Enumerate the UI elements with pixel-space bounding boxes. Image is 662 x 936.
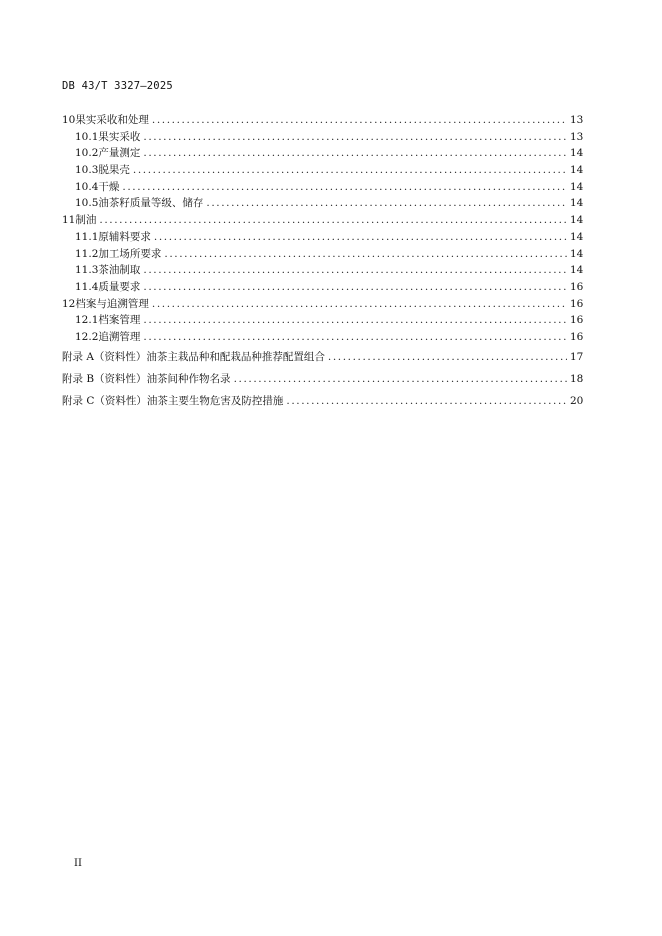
toc-entry[interactable] (62, 162, 582, 179)
toc-entry-title: 干燥 (98, 180, 120, 193)
toc-entry[interactable] (62, 212, 582, 229)
toc-page-number: 14 (570, 214, 584, 227)
toc-entry[interactable] (62, 390, 582, 412)
toc-entry-title: 油茶主栽品种和配栽品种推荐配置组合 (146, 350, 325, 363)
toc-entry-title: 质量要求 (98, 280, 141, 293)
toc-leader-dots (143, 329, 567, 346)
toc-entry[interactable] (62, 346, 582, 368)
toc-entry-title: 果实采收 (98, 130, 141, 143)
toc-entry[interactable] (62, 195, 582, 212)
toc-section-number: 10.4 (75, 180, 99, 193)
toc-entry[interactable] (62, 112, 582, 129)
toc-entry[interactable] (62, 329, 582, 346)
toc-leader-dots (133, 162, 567, 179)
toc-entry-title: 脱果壳 (98, 164, 130, 177)
toc-page-number: 16 (570, 280, 584, 293)
toc-entry-title: 产量测定 (98, 147, 141, 160)
toc-section-number: 12 (62, 297, 76, 310)
toc-entry[interactable] (62, 262, 582, 279)
toc-leader-dots (143, 129, 567, 146)
toc-page-number: 16 (570, 314, 584, 327)
toc-leader-dots (152, 296, 567, 313)
toc-page-number: 14 (570, 247, 584, 260)
toc-entry-title: 档案管理 (98, 314, 141, 327)
toc-entry[interactable] (62, 368, 582, 390)
toc-entry-title: 果实采收和处理 (75, 114, 149, 126)
toc-entry-title: 制油 (75, 214, 97, 227)
toc-entry[interactable] (62, 145, 582, 162)
toc-appendix-label: 附录 B（资料性） (62, 372, 147, 385)
toc-section-number: 10.1 (75, 130, 99, 143)
toc-entry[interactable] (62, 246, 582, 263)
toc-entry-title: 加工场所要求 (98, 247, 162, 260)
toc-appendix-label: 附录 C（资料性） (62, 394, 147, 407)
toc-entry-title: 茶油制取 (98, 264, 141, 277)
toc-page-number: 14 (570, 164, 584, 177)
toc-leader-dots (328, 346, 567, 368)
toc-page-number: 14 (570, 230, 584, 243)
toc-section-number: 12.1 (75, 314, 99, 327)
toc-entry[interactable] (62, 296, 582, 313)
toc-section-number: 12.2 (75, 330, 99, 343)
toc-page-number: 20 (570, 394, 584, 407)
toc-page-number: 13 (570, 130, 584, 143)
toc-leader-dots (99, 212, 567, 229)
toc-leader-dots (143, 312, 567, 329)
toc-section-number: 10.5 (75, 197, 99, 210)
toc-entry-title: 油茶籽质量等级、储存 (98, 197, 204, 210)
toc-page-number: 16 (570, 297, 584, 310)
toc-page-number: 16 (570, 330, 584, 343)
toc-page-number: 14 (570, 264, 584, 277)
toc-entry-title: 档案与追溯管理 (75, 297, 149, 310)
toc-leader-dots (234, 368, 567, 390)
document-code-header: DB 43/T 3327—2025 (62, 80, 173, 92)
toc-leader-dots (152, 112, 567, 129)
toc-section-number: 10.3 (75, 164, 99, 177)
toc-leader-dots (143, 262, 567, 279)
toc-entry[interactable] (62, 129, 582, 146)
toc-entry[interactable] (62, 312, 582, 329)
toc-entry-title: 原辅料要求 (98, 230, 151, 243)
toc-entry[interactable] (62, 179, 582, 196)
toc-section-number: 11.1 (75, 230, 99, 243)
toc-page-number: 13 (570, 114, 584, 126)
toc-leader-dots (122, 179, 567, 196)
toc-leader-dots (143, 279, 567, 296)
toc-entry-title: 油茶间种作物名录 (146, 372, 231, 385)
toc-section-number: 11.4 (75, 280, 99, 293)
toc-section-number: 11 (62, 214, 76, 227)
toc-entry-title: 油茶主要生物危害及防控措施 (146, 394, 284, 407)
toc-leader-dots (286, 390, 567, 412)
toc-appendix-label: 附录 A（资料性） (62, 350, 147, 363)
toc-leader-dots (154, 229, 567, 246)
toc-page-number: 14 (570, 197, 584, 210)
toc-section-number: 10.2 (75, 147, 99, 160)
toc-page-number: 14 (570, 147, 584, 160)
toc-section-number: 10 (62, 114, 76, 126)
toc-entry[interactable] (62, 279, 582, 296)
toc-page-number: 17 (570, 350, 584, 363)
toc-page-number: 14 (570, 180, 584, 193)
toc-section-number: 11.3 (75, 264, 99, 277)
toc-leader-dots (143, 145, 567, 162)
toc-leader-dots (164, 246, 567, 263)
table-of-contents (62, 112, 582, 412)
toc-section-number: 11.2 (75, 247, 99, 260)
toc-leader-dots (206, 195, 567, 212)
toc-entry-title: 追溯管理 (98, 330, 141, 343)
page-number-footer: II (74, 858, 82, 869)
toc-entry[interactable] (62, 229, 582, 246)
toc-page-number: 18 (570, 372, 584, 385)
